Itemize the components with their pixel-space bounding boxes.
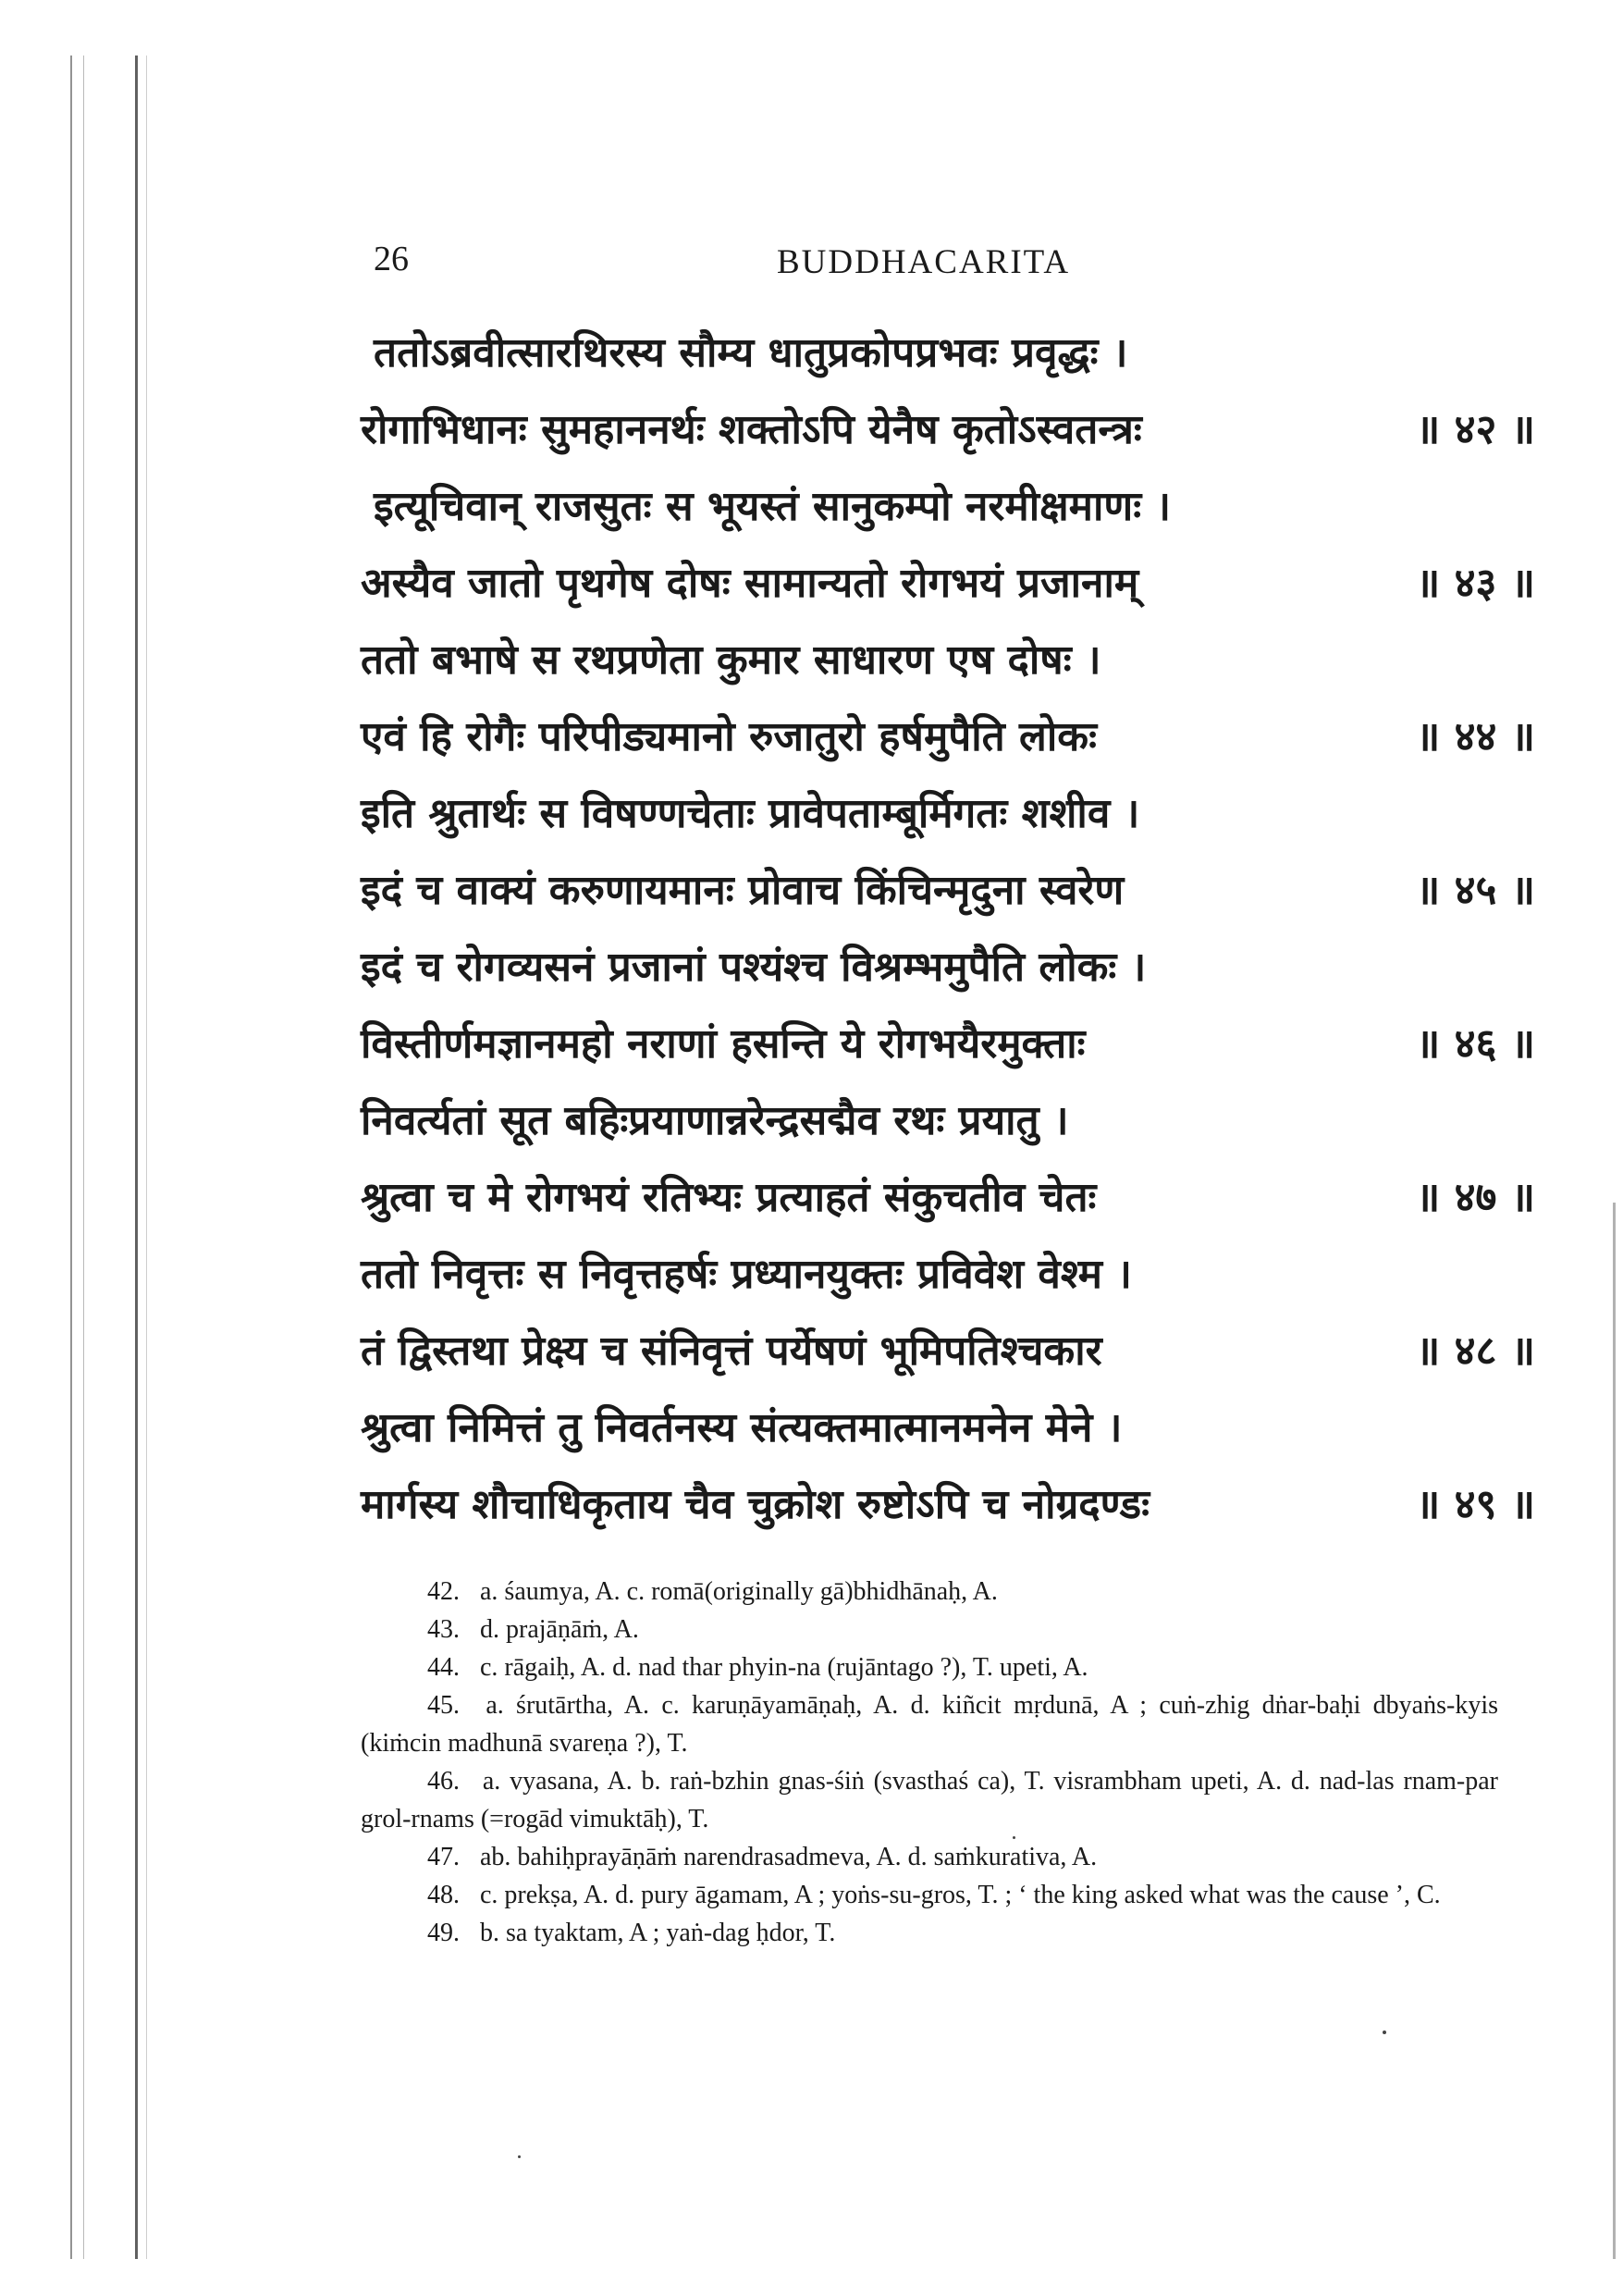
verse-line (361, 315, 1535, 391)
verse-text: मार्गस्य शौचाधिकृताय चैव चुक्रोश रुष्टोऽपि च नोग्रदण्डः (361, 1481, 1150, 1528)
verse-line (361, 391, 1535, 468)
footnote-text: ab. bahiḥprayāṇāṁ narendrasadmeva, A. d. saṁkurativa, A. (480, 1843, 1098, 1871)
footnote-text: c. rāgaiḥ, A. d. nad thar phyin-na (rujāntago ?), T. upeti, A. (480, 1653, 1088, 1682)
footnote-number: 42. (427, 1577, 460, 1606)
verse-line (361, 1313, 1535, 1389)
verse-text: विस्तीर्णमज्ञानमहो नराणां हसन्ति ये रोगभयैरमुक्ताः (361, 1020, 1086, 1068)
footnote (361, 1762, 1498, 1838)
verse-line (361, 929, 1535, 1006)
footnote (361, 1686, 1498, 1762)
footnote-text: a. śaumya, A. c. romā(originally gā)bhidhānaḥ, A. (480, 1577, 998, 1606)
verse-number: ॥ ४७ ॥ (1415, 1174, 1535, 1221)
footnote (361, 1876, 1498, 1914)
verse-text: तं द्विस्तथा प्रेक्ष्य च संनिवृत्तं पर्येषणं भूमिपतिश्चकार (361, 1327, 1102, 1375)
verse-number: ॥ ४६ ॥ (1415, 1020, 1535, 1068)
footnote (361, 1611, 1498, 1648)
verse-text: ततोऽब्रवीत्सारथिरस्य सौम्य धातुप्रकोपप्रभवः प्रवृद्धः । (374, 329, 1128, 376)
footnote-number: 45. (427, 1691, 460, 1720)
binding-edge (135, 56, 138, 2259)
binding-edge (146, 56, 147, 2259)
verse-text: इत्यूचिवान् राजसुतः स भूयस्तं सानुकम्पो नरमीक्षमाणः । (374, 483, 1172, 530)
verse-line (361, 1006, 1535, 1082)
binding-edge (83, 56, 84, 2259)
verse-number: ॥ ४८ ॥ (1415, 1327, 1535, 1375)
verse-line (361, 468, 1535, 545)
footnote-number: 49. (427, 1919, 460, 1947)
page-number: 26 (374, 240, 409, 278)
verse-text: अस्यैव जातो पृथगेष दोषः सामान्यतो रोगभयं प्रजानाम् (361, 560, 1139, 607)
verse-line (361, 698, 1535, 775)
scan-speck (1013, 1836, 1015, 1839)
footnote (361, 1838, 1498, 1876)
footnote-text: a. vyasana, A. b. raṅ-bzhin gnas-śiṅ (svasthaś ca), T. visrambham upeti, A. d. nad-las rnam-par grol-rnams (=rogād vimuktāḥ), T. (361, 1767, 1499, 1833)
footnote-text: d. prajāṇāṁ, A. (480, 1615, 639, 1644)
binding-edge (70, 56, 72, 2259)
verse-text: इति श्रुतार्थः स विषण्णचेताः प्रावेपताम्बूर्मिगतः शशीव । (361, 790, 1140, 837)
page (361, 231, 1535, 1952)
footnote (361, 1648, 1498, 1686)
scan-speck (518, 2155, 521, 2158)
verse-text: इदं च वाक्यं करुणायमानः प्रोवाच किंचिन्मृदुना स्वरेण (361, 867, 1125, 914)
verse-line (361, 1389, 1535, 1466)
footnote (361, 1573, 1498, 1611)
verse-text: श्रुत्वा च मे रोगभयं रतिभ्यः प्रत्याहतं संकुचतीव चेतः (361, 1174, 1097, 1221)
footnote-number: 44. (427, 1653, 460, 1682)
verse-text: एवं हि रोगैः परिपीड्यमानो रुजातुरो हर्षमुपैति लोकः (361, 713, 1097, 760)
footnote-number: 43. (427, 1615, 460, 1644)
verse-number: ॥ ४५ ॥ (1415, 867, 1535, 914)
verse-number: ॥ ४४ ॥ (1415, 713, 1535, 760)
verse-number: ॥ ४३ ॥ (1415, 560, 1535, 607)
running-head (361, 231, 1535, 287)
verse-line (361, 545, 1535, 622)
footnote-text: c. prekṣa, A. d. pury āgamam, A ; yoṅs-su-gros, T. ; ‘ the king asked what was the cause ’, C. (480, 1881, 1441, 1909)
verse-line (361, 852, 1535, 929)
verse-line (361, 1236, 1535, 1313)
verse-text: ततो बभाषे स रथप्रणेता कुमार साधारण एष दोषः । (361, 636, 1101, 684)
verse-text: रोगाभिधानः सुमहाननर्थः शक्तोऽपि येनैष कृतोऽस्वतन्त्रः (361, 406, 1142, 453)
footnote-text: a. śrutārtha, A. c. karuṇāyamāṇaḥ, A. d. kiñcit mṛdunā, A ; cuṅ-zhig dṅar-baḥi dbyaṅs-kyis (kiṁcin madhunā svareṇa ?), T. (361, 1691, 1498, 1758)
footnote-text: b. sa tyaktam, A ; yaṅ-dag ḥdor, T. (480, 1919, 836, 1947)
verse-line (361, 622, 1535, 698)
scan-speck (1383, 2031, 1386, 2034)
footnote-number: 46. (427, 1767, 460, 1796)
verse-text: श्रुत्वा निमित्तं तु निवर्तनस्य संत्यक्तमात्मानमनेन मेने । (361, 1404, 1123, 1451)
verse-line (361, 1082, 1535, 1159)
footnote-number: 48. (427, 1881, 460, 1909)
verse-text: ततो निवृत्तः स निवृत्तहर्षः प्रध्यानयुक्तः प्रविवेश वेश्म । (361, 1251, 1132, 1298)
footnote (361, 1914, 1498, 1952)
verse-line (361, 775, 1535, 852)
running-title: BUDDHACARITA (777, 243, 1071, 281)
verse-block (361, 315, 1535, 1543)
page-edge (1613, 1203, 1616, 2259)
verse-line (361, 1466, 1535, 1543)
footnote-number: 47. (427, 1843, 460, 1871)
verse-number: ॥ ४९ ॥ (1415, 1481, 1535, 1528)
verse-line (361, 1159, 1535, 1236)
verse-text: निवर्त्यतां सूत बहिःप्रयाणान्नरेन्द्रसद्मैव रथः प्रयातु । (361, 1097, 1069, 1144)
footnotes (361, 1573, 1535, 1952)
verse-text: इदं च रोगव्यसनं प्रजानां पश्यंश्च विश्रम्भमुपैति लोकः । (361, 944, 1147, 991)
verse-number: ॥ ४२ ॥ (1415, 406, 1535, 453)
